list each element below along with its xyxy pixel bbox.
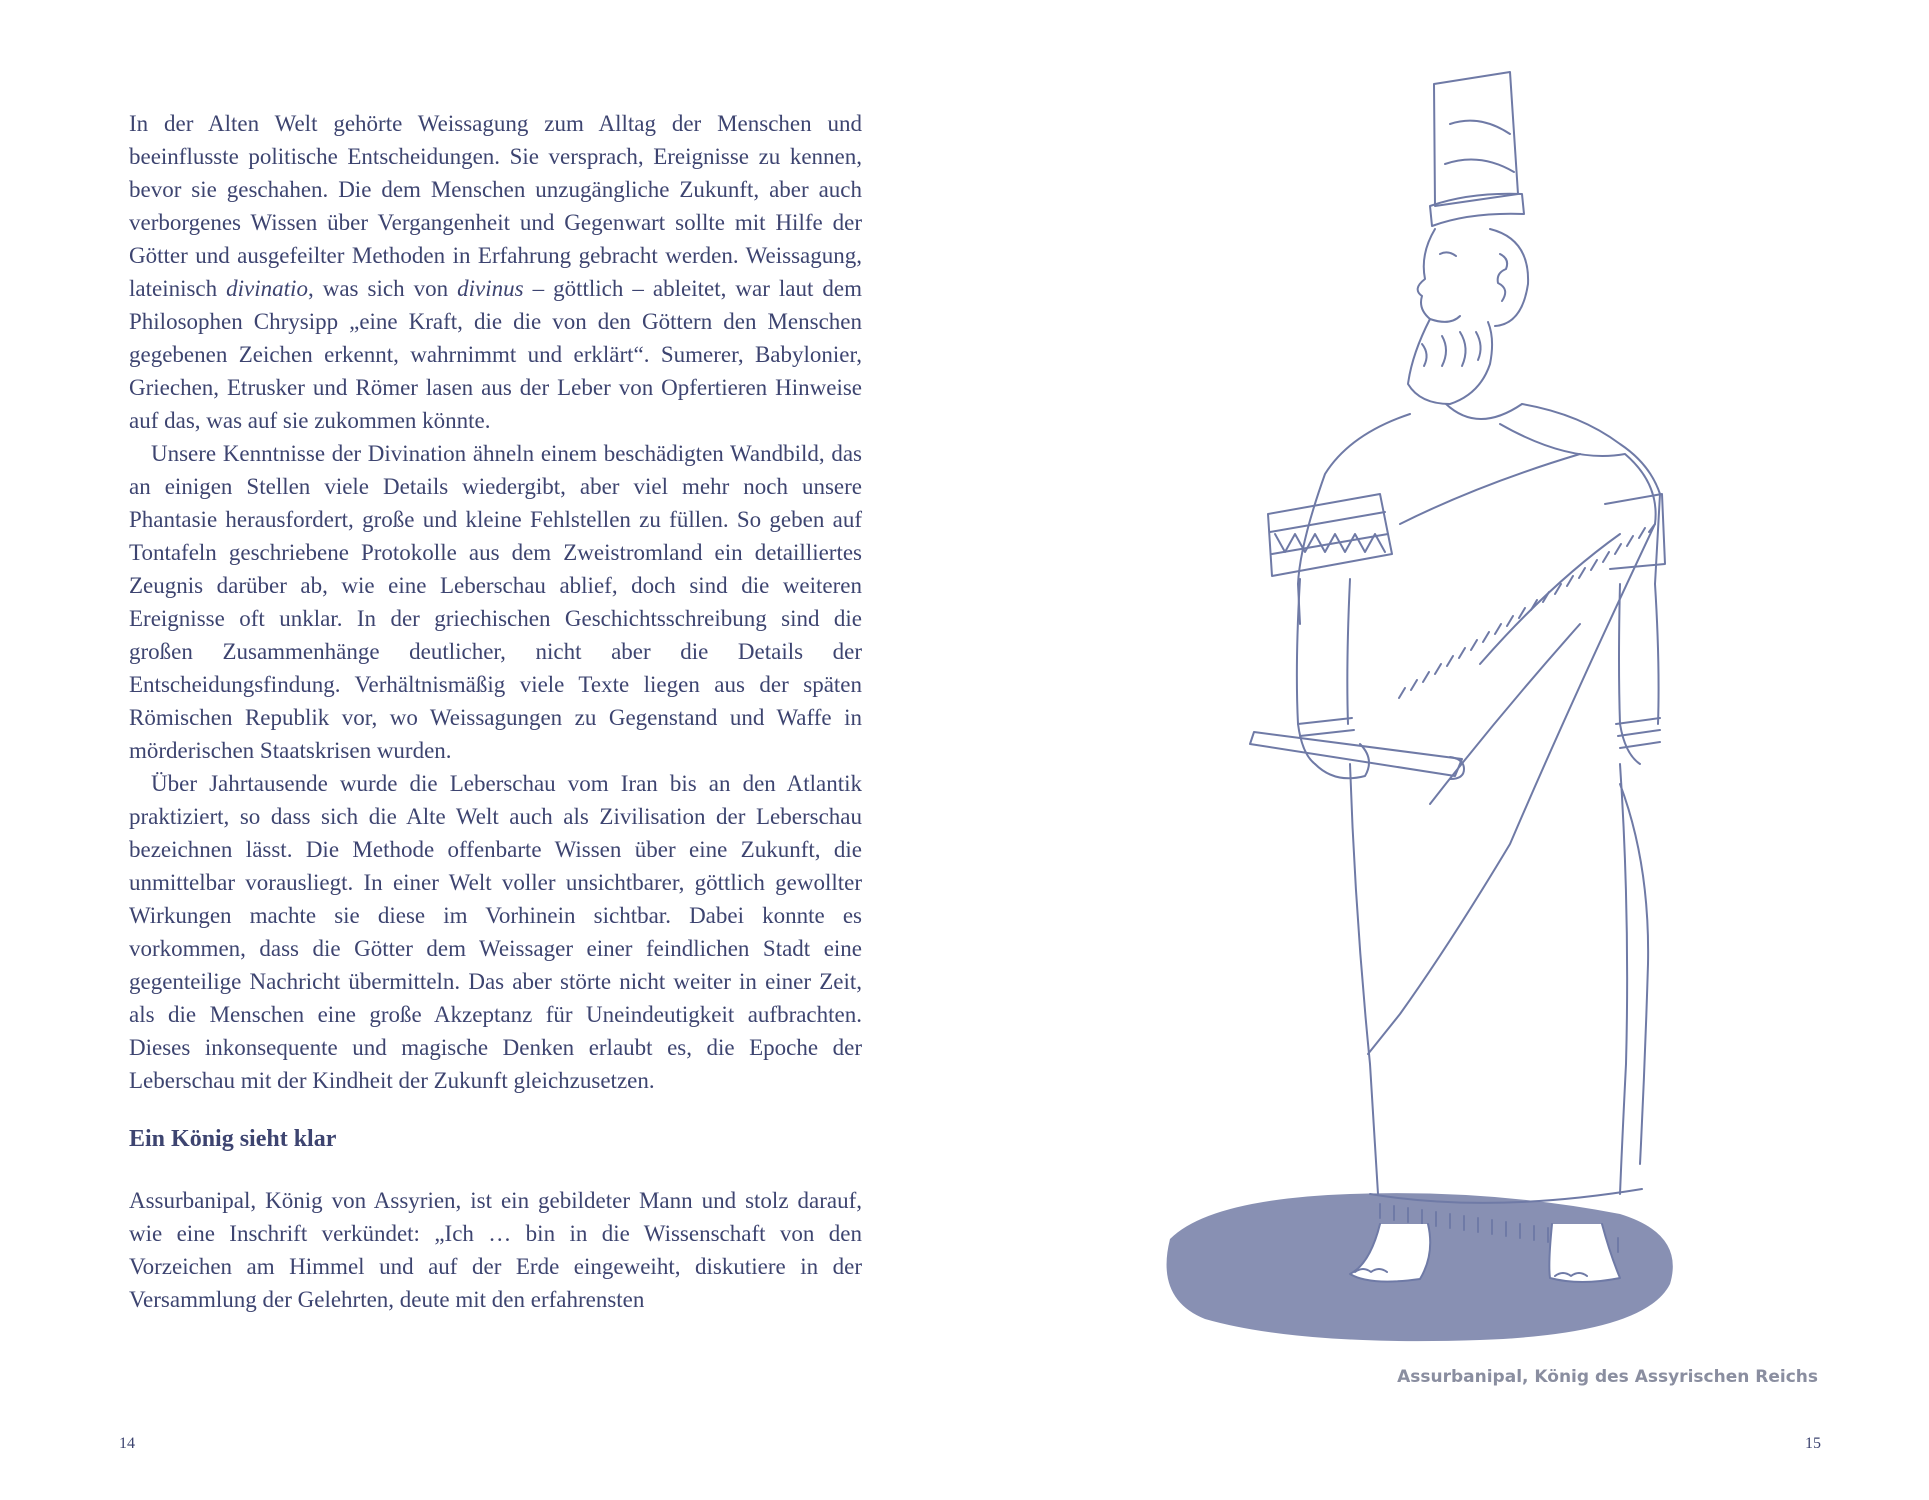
page-number-left: 14 (119, 1435, 135, 1452)
italic-term: divinus (457, 276, 524, 301)
section-heading: Ein König sieht klar (129, 1126, 337, 1152)
paragraph-4: Assurbanipal, König von Assyrien, ist ein gebildeter Mann und stolz darauf, wie eine Inschrift verkündet: „Ich … bin in die Wissenschaft von den Vorzeichen am Himmel und auf der Erde eingeweiht, diskutiere in der Versammlung der Gelehrten, deute mit den erfahrensten (129, 1188, 862, 1312)
assyrian-king-figure-icon (1150, 64, 1680, 1354)
paragraph-2: Unsere Kenntnisse der Divination ähneln einem beschädigten Wandbild, das an einigen Stellen viele Details wiedergibt, aber viel mehr noch unsere Phantasie herausfordert, große und kleine Fehlstellen zu füllen. So geben auf Tontafeln geschriebene Protokolle aus dem Zweistromland ein detailliertes Zeugnis darüber ab, wie eine Leberschau ablief, doch sind die weiteren Ereignisse oft unklar. In der griechischen Geschichtsschreibung sind die großen Zusammenhänge deutlicher, nicht aber die Details der Entscheidungsfindung. Verhältnismäßig viele Texte liegen aus der späten Römischen Republik vor, wo Weissagungen zu Gegenstand und Waffe in mörderischen Staatskrisen wurden. (129, 441, 862, 763)
page-number-right: 15 (1805, 1435, 1821, 1452)
italic-term: divinatio (226, 276, 308, 301)
left-page (0, 0, 964, 1500)
paragraph-3: Über Jahrtausende wurde die Leberschau vom Iran bis an den Atlantik praktiziert, so dass sich die Alte Welt auch als Zivilisation der Leberschau bezeichnen lässt. Die Methode offenbarte Wissen über eine Zukunft, die unmittelbar vorausliegt. In einer Welt voller unsichtbarer, göttlich gewollter Wirkungen machte sie diese im Vorhinein sichtbar. Dabei konnte es vorkommen, dass die Götter dem Weissager einer feindlichen Stadt eine gegenteilige Nachricht übermitteln. Das aber störte nicht weiter in einer Zeit, als die Menschen eine große Akzeptanz für Uneindeutigkeit aufbrachten. Dieses inkonsequente und magische Denken erlaubt es, die Epoche der Leberschau mit der Kindheit der Zukunft gleichzusetzen. (129, 771, 862, 1093)
body-text (129, 107, 862, 1316)
paragraph-1: In der Alten Welt gehörte Weissagung zum Alltag der Menschen und beeinflusste politische Entscheidungen. Sie versprach, Ereignisse zu kennen, bevor sie geschahen. Die dem Menschen unzugängliche Zukunft, aber auch verborgenes Wissen über Vergangenheit und Gegenwart sollte mit Hilfe der Götter und ausgefeilter Methoden in Erfahrung gebracht werden. Weissagung, lateinisch divinatio, was sich von divinus – göttlich – ableitet, war laut dem Philosophen Chrysipp „eine Kraft, die die von den Göttern den Menschen gegebenen Zeichen erkennt, wahrnimmt und erklärt“. Sumerer, Babylonier, Griechen, Etrusker und Römer lasen aus der Leber von Opfertieren Hinweise auf das, was auf sie zukommen könnte. (129, 111, 863, 433)
figure-caption: Assurbanipal, König des Assyrischen Reichs (1397, 1367, 1818, 1387)
